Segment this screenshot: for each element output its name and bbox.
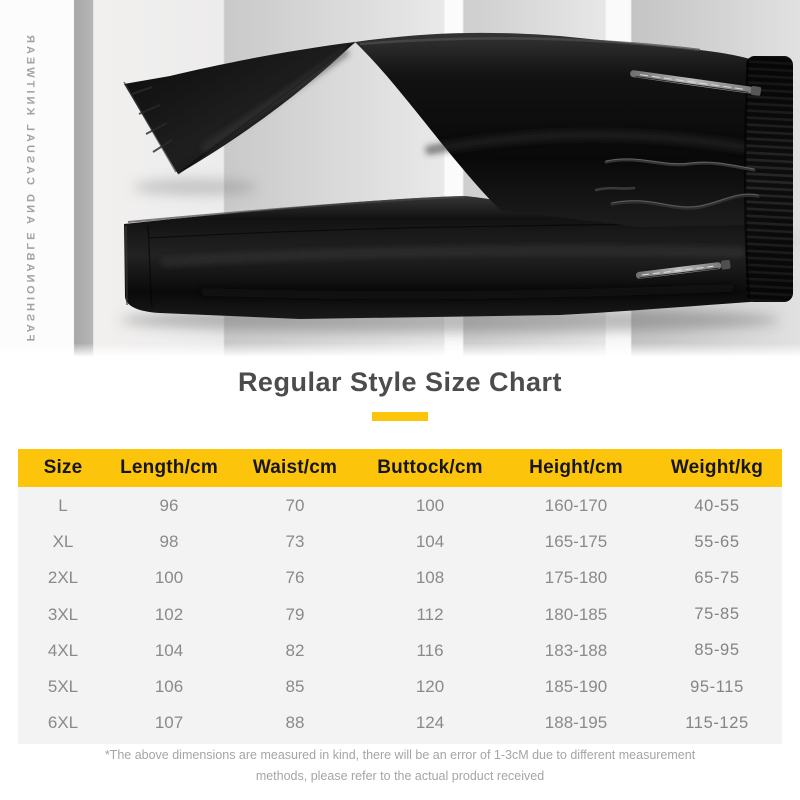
size-table-header	[18, 449, 782, 487]
value-cell: 183-188	[544, 640, 608, 660]
size-cell: 5XL	[47, 677, 79, 697]
header-cell: Length/cm	[120, 457, 218, 478]
header-cell: Buttock/cm	[377, 457, 483, 478]
table-row	[18, 705, 782, 741]
value-cell: 65-75	[694, 568, 740, 587]
header-cell: Weight/kg	[670, 457, 764, 478]
value-cell: 96	[159, 496, 179, 516]
size-cell: 6XL	[47, 713, 79, 733]
value-cell: 75-85	[694, 605, 740, 624]
table-row	[18, 560, 782, 596]
value-cell: 120	[415, 677, 445, 697]
value-cell: 102	[154, 604, 184, 624]
table-row	[18, 633, 782, 669]
value-cell: 175-180	[544, 568, 608, 588]
value-cell: 100	[415, 496, 445, 516]
value-cell: 106	[154, 677, 184, 697]
value-cell: 76	[285, 568, 305, 588]
header-cell: Waist/cm	[252, 457, 338, 478]
value-cell: 188-195	[544, 713, 608, 733]
table-row	[18, 524, 782, 560]
value-cell: 104	[154, 640, 184, 660]
value-cell: 40-55	[694, 496, 740, 515]
value-cell: 107	[154, 713, 184, 733]
value-cell: 104	[415, 532, 445, 552]
table-row	[18, 669, 782, 705]
size-cell: XL	[52, 532, 74, 552]
value-cell: 55-65	[694, 532, 740, 551]
header-cell: Height/cm	[529, 457, 623, 478]
product-photo	[0, 0, 800, 357]
value-cell: 160-170	[544, 496, 608, 516]
header-cell: Size	[43, 457, 83, 478]
wall-text-label: FASHIONABLE AND CASUAL KNITWEAR	[24, 32, 36, 342]
value-cell: 85-95	[694, 641, 740, 660]
value-cell: 115-125	[685, 713, 749, 732]
size-cell: 4XL	[47, 640, 79, 660]
footnote	[0, 745, 800, 786]
size-table-body	[18, 487, 782, 744]
value-cell: 70	[285, 496, 305, 516]
value-cell: 95-115	[690, 677, 744, 696]
title-underline	[372, 412, 428, 421]
value-cell: 79	[285, 604, 305, 624]
size-cell: 3XL	[47, 604, 79, 624]
value-cell: 85	[285, 677, 305, 697]
value-cell: 100	[154, 568, 184, 588]
value-cell: 73	[285, 532, 305, 552]
value-cell: 165-175	[544, 532, 608, 552]
value-cell: 112	[416, 604, 444, 624]
page-title: Regular Style Size Chart	[237, 367, 563, 397]
footnote-text: *The above dimensions are measured in kind, there will be an error of 1-3cM due to different measurement methods, please refer to the actual product received	[104, 748, 696, 783]
value-cell: 185-190	[544, 677, 608, 697]
pants-fold-flap	[124, 42, 355, 174]
pants-image	[0, 0, 800, 357]
value-cell: 180-185	[544, 604, 608, 624]
value-cell: 116	[416, 640, 444, 660]
size-cell: 2XL	[47, 568, 79, 588]
value-cell: 124	[415, 713, 445, 733]
value-cell: 82	[285, 640, 305, 660]
size-cell: L	[58, 496, 68, 516]
size-chart-table	[18, 449, 782, 744]
value-cell: 98	[159, 532, 179, 552]
table-row	[18, 597, 782, 633]
table-row	[18, 488, 782, 524]
value-cell: 88	[285, 713, 305, 733]
title-section	[0, 367, 800, 398]
value-cell: 108	[415, 568, 445, 588]
